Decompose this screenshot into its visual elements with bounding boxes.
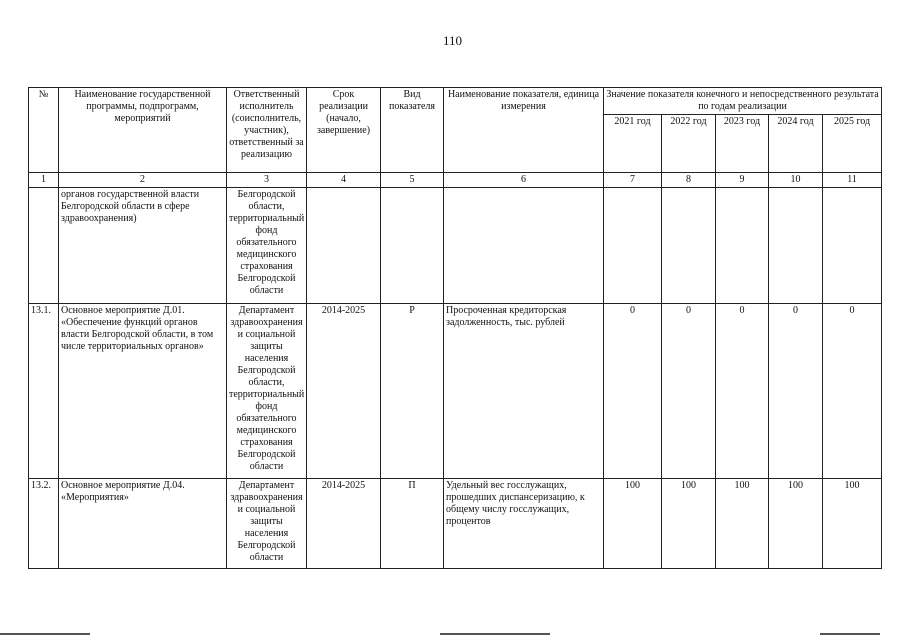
row-indicator-kind: Р [381,304,444,479]
row-indicator-kind [381,188,444,304]
header-indicator-name: Наименование показателя, единица измерения [444,88,604,173]
table-row [29,304,882,479]
header-year: 2021 год [604,115,662,173]
row-value [823,188,882,304]
row-executor: Департамент здравоохранения и социальной защиты населения Белгородской области, территориальный фонд обязательного медицинского страхования Белгородской области [227,304,307,479]
row-indicator-kind: П [381,479,444,569]
column-number: 7 [604,173,662,188]
row-period [307,188,381,304]
scan-artifact-line [0,633,90,635]
column-number: 3 [227,173,307,188]
row-indicator-name [444,188,604,304]
row-value: 100 [823,479,882,569]
header-executor: Ответственный исполнитель (соисполнитель, участник), ответственный за реализацию [227,88,307,173]
row-value: 100 [716,479,769,569]
column-number: 5 [381,173,444,188]
column-number: 4 [307,173,381,188]
page-number: 110 [442,33,463,48]
scan-artifact-line [440,633,550,635]
row-value: 0 [769,304,823,479]
row-value: 0 [716,304,769,479]
header-year: 2022 год [662,115,716,173]
row-indicator-name: Удельный вес госслужащих, прошедших диспансеризацию, к общему числу госслужащих, процентов [444,479,604,569]
header-year: 2025 год [823,115,882,173]
header-row [29,88,882,115]
row-value: 100 [604,479,662,569]
row-period: 2014-2025 [307,479,381,569]
row-executor: Департамент здравоохранения и социальной защиты населения Белгородской области [227,479,307,569]
program-table [28,87,882,569]
row-number [29,188,59,304]
row-executor: Белгородской области, территориальный фонд обязательного медицинского страхования Белгородской области [227,188,307,304]
column-number: 1 [29,173,59,188]
header-year: 2023 год [716,115,769,173]
header-values-group: Значение показателя конечного и непосредственного результата по годам реализации [604,88,882,115]
row-value: 100 [769,479,823,569]
row-value: 0 [662,304,716,479]
scan-artifact-line [820,633,880,635]
column-number: 8 [662,173,716,188]
row-indicator-name: Просроченная кредиторская задолженность, тыс. рублей [444,304,604,479]
row-value [769,188,823,304]
row-value [662,188,716,304]
row-value [604,188,662,304]
row-program-name: Основное мероприятие Д.01. «Обеспечение функций органов власти Белгородской области, в том числе территориальных органов» [59,304,227,479]
row-program-name: Основное мероприятие Д.04. «Мероприятия» [59,479,227,569]
table-row [29,188,882,304]
row-value: 0 [823,304,882,479]
row-number: 13.2. [29,479,59,569]
row-program-name: органов государственной власти Белгородской области в сфере здравоохранения) [59,188,227,304]
header-period: Срок реализации (начало, завершение) [307,88,381,173]
header-number: № [29,88,59,173]
column-number: 11 [823,173,882,188]
column-number: 9 [716,173,769,188]
header-program-name: Наименование государственной программы, подпрограмм, мероприятий [59,88,227,173]
column-number: 10 [769,173,823,188]
row-value: 0 [604,304,662,479]
table-row [29,479,882,569]
column-number-row [29,173,882,188]
header-indicator-kind: Вид показателя [381,88,444,173]
column-number: 6 [444,173,604,188]
row-value [716,188,769,304]
row-number: 13.1. [29,304,59,479]
column-number: 2 [59,173,227,188]
row-period: 2014-2025 [307,304,381,479]
header-year: 2024 год [769,115,823,173]
row-value: 100 [662,479,716,569]
